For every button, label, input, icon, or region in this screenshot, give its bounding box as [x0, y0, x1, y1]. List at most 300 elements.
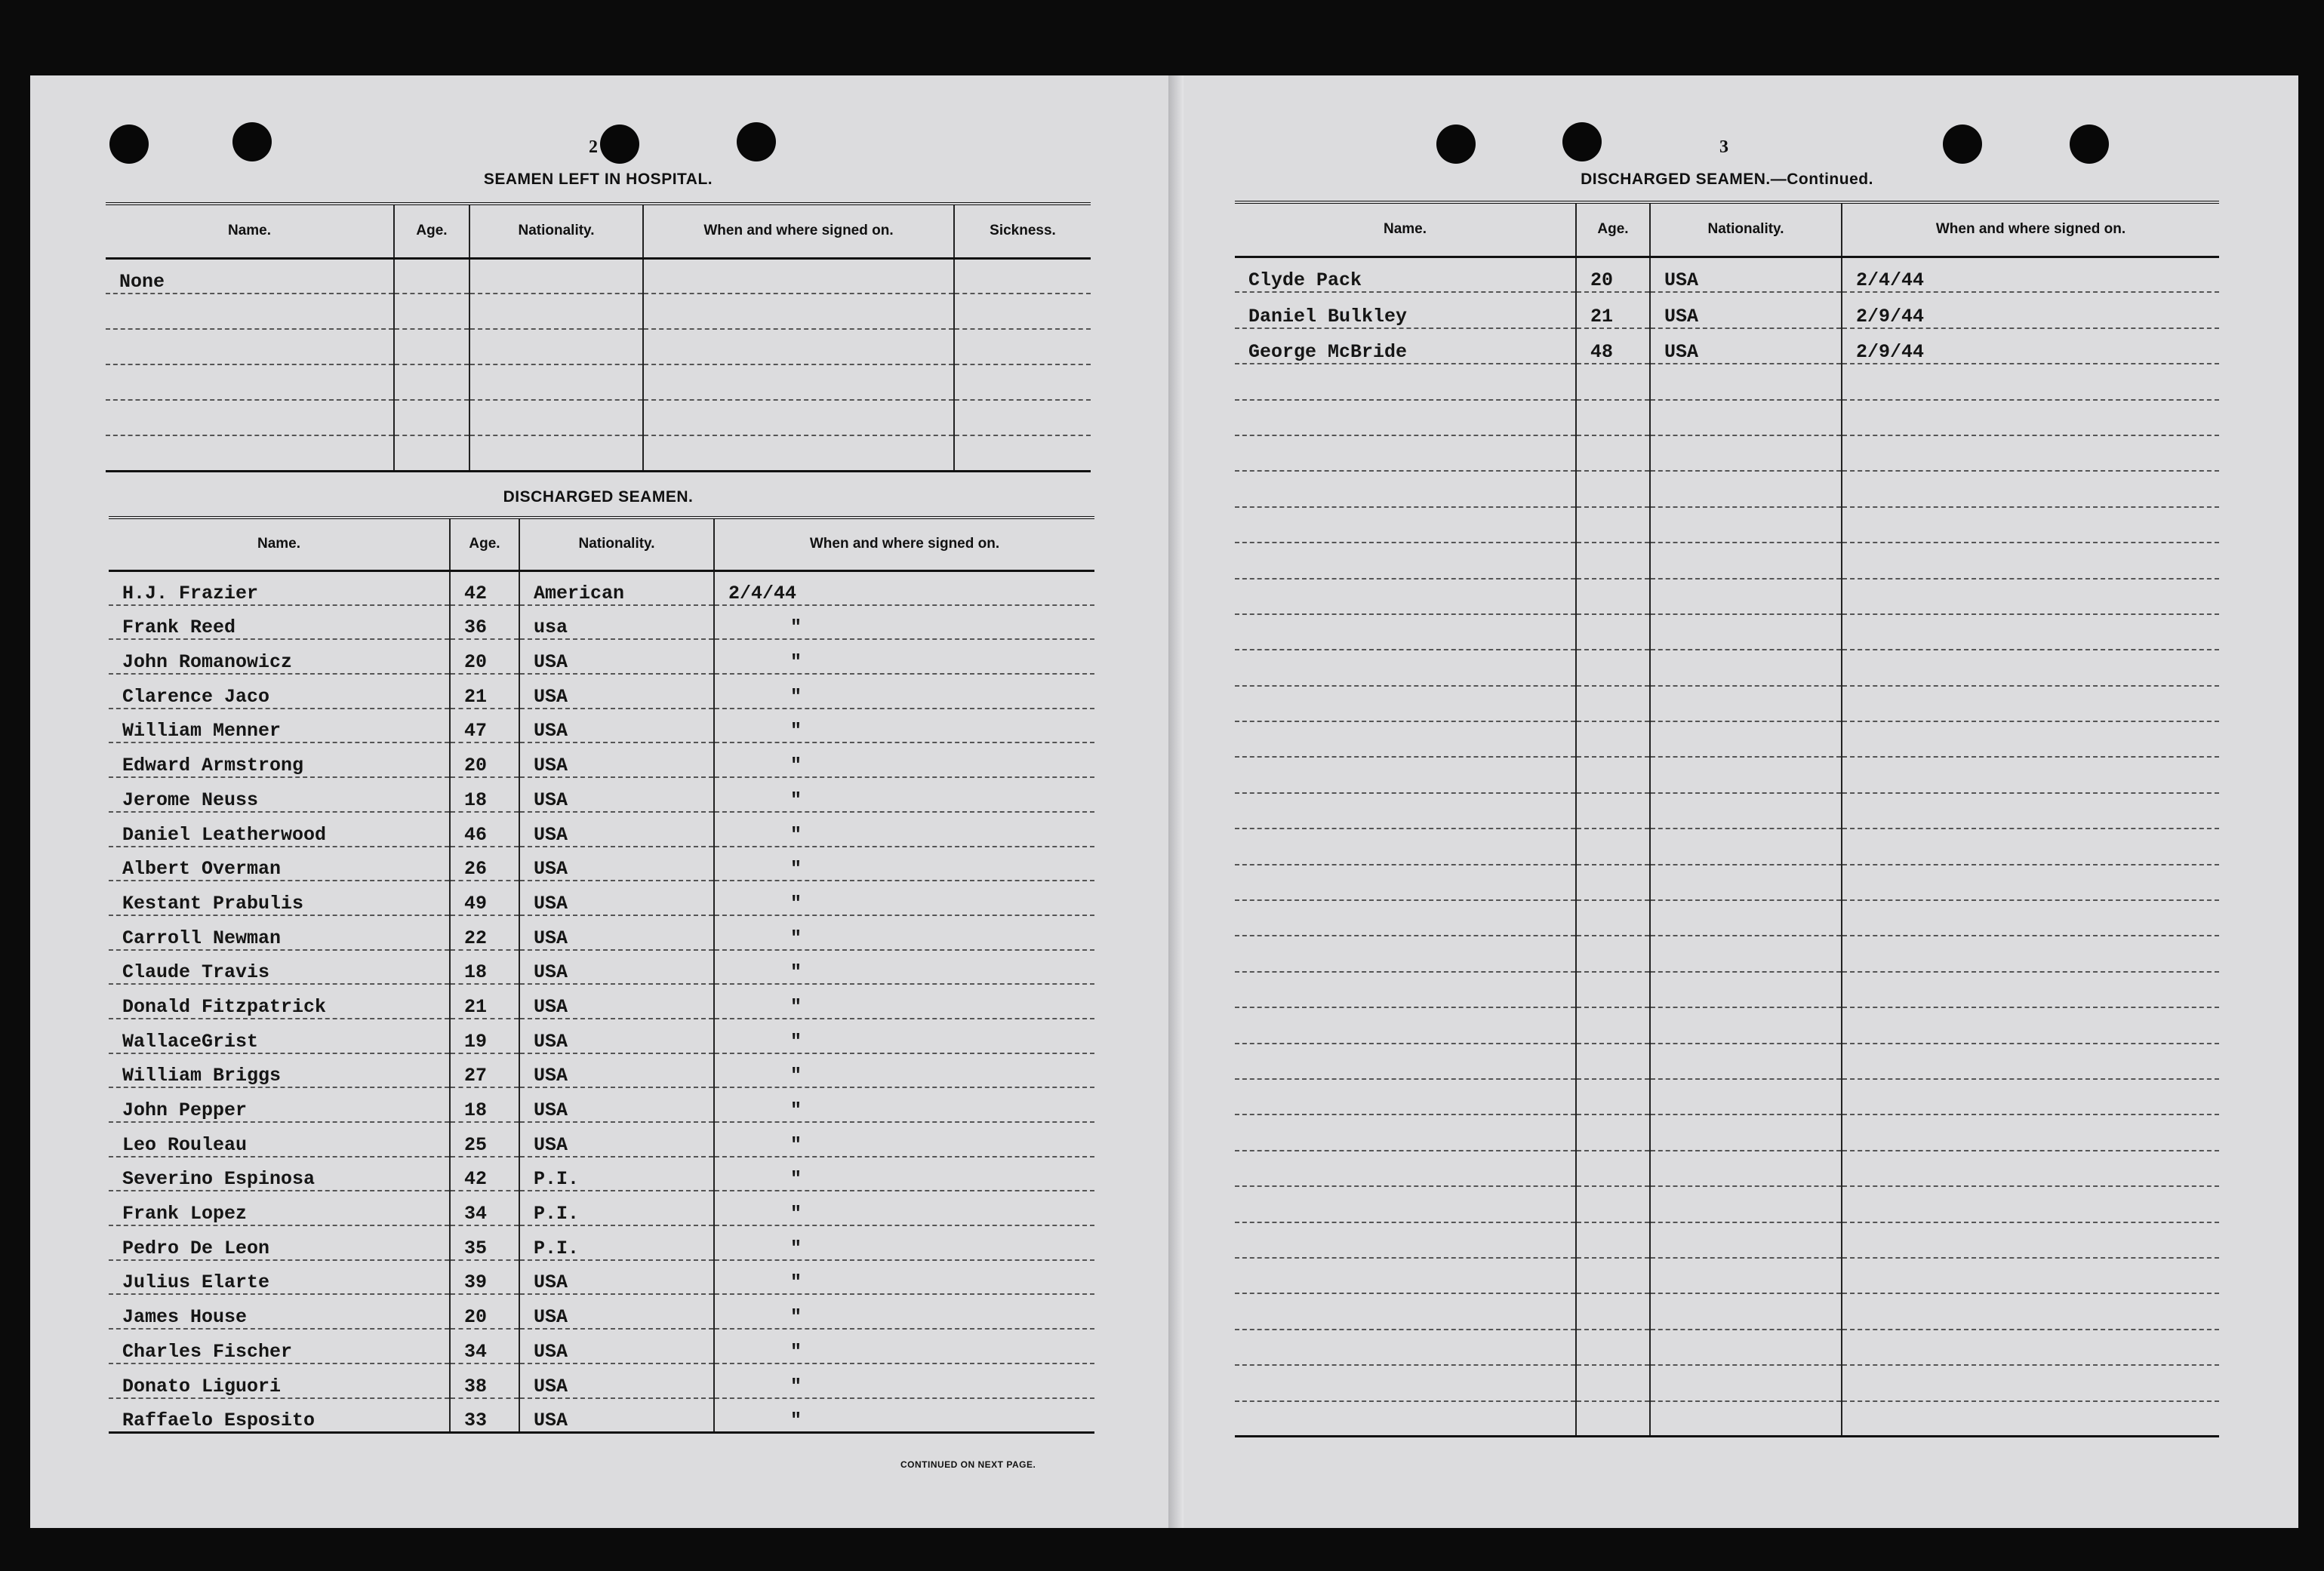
continued-cell: [1842, 936, 2219, 971]
continued-cell: [1576, 793, 1650, 829]
continued-cell: [1650, 507, 1842, 543]
discharged-cell: USA: [519, 984, 714, 1019]
continued-header: Nationality.: [1650, 202, 1842, 257]
continued-cell: [1235, 829, 1576, 864]
discharged-cell: 19: [450, 1019, 519, 1053]
discharged-cell: Severino Espinosa: [109, 1157, 450, 1191]
discharged-cell: 18: [450, 777, 519, 812]
continued-cell: [1842, 1330, 2219, 1365]
hospital-header: Name.: [106, 204, 394, 258]
discharged-cell: USA: [519, 1019, 714, 1053]
continued-cell: [1842, 1365, 2219, 1400]
discharged-cell: ": [714, 1157, 1094, 1191]
discharged-cell: H.J. Frazier: [109, 570, 450, 605]
page-number-right: 3: [1719, 137, 1728, 157]
hospital-cell: [643, 258, 954, 294]
continued-cell: [1650, 1186, 1842, 1222]
hospital-cell: [394, 294, 469, 329]
discharged-cell: Frank Reed: [109, 605, 450, 640]
hospital-cell: [106, 364, 394, 400]
continued-cell: [1650, 471, 1842, 506]
hospital-cell: [643, 329, 954, 364]
continued-cell: [1576, 936, 1650, 971]
continued-cell: [1842, 829, 2219, 864]
discharged-row: [109, 1019, 1094, 1053]
binding-fold: [1168, 75, 1184, 1528]
continued-cell: [1235, 1365, 1576, 1400]
continued-cell: [1576, 1007, 1650, 1043]
discharged-cell: ": [714, 639, 1094, 674]
discharged-cell: 42: [450, 570, 519, 605]
continued-cell: [1576, 1186, 1650, 1222]
hospital-header: Nationality.: [469, 204, 643, 258]
continued-cell: [1842, 1079, 2219, 1114]
continued-cell: 2/4/44: [1842, 257, 2219, 292]
hospital-cell: [954, 400, 1091, 435]
hospital-section-title: SEAMEN LEFT IN HOSPITAL.: [483, 171, 713, 188]
continued-header: Age.: [1576, 202, 1650, 257]
discharged-cell: ": [714, 1398, 1094, 1433]
discharged-cell: Clarence Jaco: [109, 674, 450, 709]
continued-row: [1235, 900, 2219, 936]
continued-row: [1235, 1114, 2219, 1150]
continued-cell: [1842, 1258, 2219, 1293]
discharged-cell: Raffaelo Esposito: [109, 1398, 450, 1433]
discharged-cell: USA: [519, 1087, 714, 1122]
continued-cell: [1842, 435, 2219, 471]
continued-cell: [1235, 972, 1576, 1007]
continued-cell: [1576, 364, 1650, 399]
continued-cell: [1842, 686, 2219, 721]
continued-cell: [1576, 1079, 1650, 1114]
discharged-cell: ": [714, 950, 1094, 985]
continued-row: [1235, 1151, 2219, 1186]
continued-cell: [1650, 650, 1842, 685]
continued-row: [1235, 1330, 2219, 1365]
continued-cell: [1576, 400, 1650, 435]
continued-cell: [1235, 900, 1576, 936]
continued-cell: [1235, 1186, 1576, 1222]
discharged-cell: American: [519, 570, 714, 605]
discharged-cell: 21: [450, 984, 519, 1019]
punch-hole: [1436, 125, 1476, 164]
discharged-row: [109, 605, 1094, 640]
hospital-cell: [954, 364, 1091, 400]
discharged-cell: 25: [450, 1122, 519, 1157]
continued-cell: [1650, 1258, 1842, 1293]
continued-row: [1235, 1401, 2219, 1437]
continued-cell: [1235, 721, 1576, 757]
continued-row: [1235, 721, 2219, 757]
continued-row: [1235, 793, 2219, 829]
continued-row: [1235, 292, 2219, 327]
continued-cell: [1650, 757, 1842, 792]
discharged-cell: USA: [519, 709, 714, 743]
continued-cell: [1235, 1293, 1576, 1329]
discharged-row: [109, 674, 1094, 709]
continued-cell: [1650, 1365, 1842, 1400]
discharged-cell: 20: [450, 742, 519, 777]
discharged-table: [109, 516, 1094, 1434]
discharged-cell: Julius Elarte: [109, 1260, 450, 1295]
discharged-row: [109, 1087, 1094, 1122]
continued-cell: [1650, 1114, 1842, 1150]
continued-cell: [1235, 793, 1576, 829]
hospital-cell: [954, 294, 1091, 329]
discharged-cell: ": [714, 1225, 1094, 1260]
discharged-cell: 27: [450, 1053, 519, 1088]
continued-cell: [1576, 1044, 1650, 1079]
discharged-cell: 46: [450, 812, 519, 847]
continued-row: [1235, 614, 2219, 650]
continued-cell: [1650, 972, 1842, 1007]
continued-cell: Clyde Pack: [1235, 257, 1576, 292]
continued-row: [1235, 865, 2219, 900]
discharged-cell: USA: [519, 1122, 714, 1157]
discharged-cell: ": [714, 777, 1094, 812]
continued-cell: [1842, 614, 2219, 650]
continued-cell: [1650, 1401, 1842, 1437]
continued-row: [1235, 1258, 2219, 1293]
continued-cell: USA: [1650, 257, 1842, 292]
continued-cell: 2/9/44: [1842, 328, 2219, 364]
hospital-row: [106, 329, 1091, 364]
continued-cell: [1650, 793, 1842, 829]
continued-row: [1235, 435, 2219, 471]
continued-cell: [1576, 579, 1650, 614]
discharged-cell: ": [714, 1294, 1094, 1329]
continued-row: [1235, 1044, 2219, 1079]
continued-cell: [1650, 1007, 1842, 1043]
discharged-cell: USA: [519, 1053, 714, 1088]
hospital-cell: [106, 400, 394, 435]
continued-cell: [1235, 364, 1576, 399]
hospital-table: [106, 202, 1091, 472]
discharged-cell: USA: [519, 1294, 714, 1329]
continued-cell: [1235, 865, 1576, 900]
discharged-continued-title: DISCHARGED SEAMEN.—Continued.: [1581, 171, 1873, 188]
discharged-cell: ": [714, 984, 1094, 1019]
continued-cell: [1235, 1401, 1576, 1437]
discharged-cell: USA: [519, 1398, 714, 1433]
hospital-cell: [469, 329, 643, 364]
hospital-cell: [106, 329, 394, 364]
discharged-cell: usa: [519, 605, 714, 640]
continued-cell: [1235, 1007, 1576, 1043]
continued-cell: [1235, 543, 1576, 578]
discharged-row: [109, 984, 1094, 1019]
discharged-cell: Daniel Leatherwood: [109, 812, 450, 847]
hospital-cell: [394, 258, 469, 294]
continued-cell: [1235, 471, 1576, 506]
discharged-cell: ": [714, 1329, 1094, 1363]
continued-cell: 21: [1576, 292, 1650, 327]
continued-row: [1235, 364, 2219, 399]
discharged-row: [109, 1225, 1094, 1260]
continued-cell: [1576, 1151, 1650, 1186]
continued-row: [1235, 829, 2219, 864]
continued-cell: [1235, 507, 1576, 543]
discharged-row: [109, 709, 1094, 743]
hospital-cell: [469, 400, 643, 435]
continued-cell: [1842, 793, 2219, 829]
discharged-cell: USA: [519, 881, 714, 915]
discharged-cell: William Menner: [109, 709, 450, 743]
continued-cell: [1842, 364, 2219, 399]
discharged-cell: USA: [519, 1329, 714, 1363]
continued-row: [1235, 579, 2219, 614]
continued-cell: [1842, 1151, 2219, 1186]
discharged-row: [109, 812, 1094, 847]
punch-hole: [1943, 125, 1982, 164]
discharged-cell: 20: [450, 639, 519, 674]
discharged-row: [109, 570, 1094, 605]
continued-cell: [1842, 400, 2219, 435]
discharged-cell: 47: [450, 709, 519, 743]
discharged-row: [109, 1260, 1094, 1295]
continued-cell: [1650, 1330, 1842, 1365]
discharged-row: [109, 1398, 1094, 1433]
continued-row: [1235, 257, 2219, 292]
continued-row: [1235, 328, 2219, 364]
continued-cell: [1576, 614, 1650, 650]
continued-cell: [1842, 543, 2219, 578]
punch-hole: [2070, 125, 2109, 164]
continued-cell: [1650, 686, 1842, 721]
discharged-cell: Kestant Prabulis: [109, 881, 450, 915]
discharged-cell: John Pepper: [109, 1087, 450, 1122]
discharged-cell: ": [714, 1087, 1094, 1122]
discharged-cell: 49: [450, 881, 519, 915]
hospital-cell: [394, 400, 469, 435]
continued-cell: [1235, 1222, 1576, 1258]
continued-cell: [1842, 757, 2219, 792]
continued-footnote: CONTINUED ON NEXT PAGE.: [900, 1459, 1036, 1470]
hospital-cell: [394, 329, 469, 364]
hospital-cell: [469, 294, 643, 329]
discharged-cell: 39: [450, 1260, 519, 1295]
continued-cell: [1235, 1044, 1576, 1079]
discharged-cell: ": [714, 812, 1094, 847]
discharged-cell: 34: [450, 1329, 519, 1363]
page-number-left: 2: [589, 137, 598, 157]
continued-cell: [1235, 400, 1576, 435]
discharged-cell: 20: [450, 1294, 519, 1329]
discharged-cell: ": [714, 1191, 1094, 1225]
discharged-cell: Frank Lopez: [109, 1191, 450, 1225]
continued-cell: [1650, 364, 1842, 399]
continued-cell: [1842, 1007, 2219, 1043]
continued-cell: [1576, 471, 1650, 506]
discharged-section-title: DISCHARGED SEAMEN.: [503, 488, 694, 506]
continued-cell: [1576, 543, 1650, 578]
continued-cell: [1842, 721, 2219, 757]
continued-cell: [1650, 865, 1842, 900]
discharged-cell: ": [714, 709, 1094, 743]
discharged-cell: 21: [450, 674, 519, 709]
continued-row: [1235, 1222, 2219, 1258]
continued-header-row: [1235, 202, 2219, 257]
continued-cell: [1576, 1365, 1650, 1400]
continued-cell: [1576, 829, 1650, 864]
hospital-cell: [394, 364, 469, 400]
discharged-cell: ": [714, 674, 1094, 709]
continued-row: [1235, 972, 2219, 1007]
discharged-cell: P.I.: [519, 1157, 714, 1191]
continued-cell: [1650, 614, 1842, 650]
discharged-cell: 42: [450, 1157, 519, 1191]
continued-cell: [1576, 1401, 1650, 1437]
continued-cell: [1235, 1330, 1576, 1365]
discharged-cell: 18: [450, 1087, 519, 1122]
continued-cell: [1576, 686, 1650, 721]
continued-cell: [1650, 1151, 1842, 1186]
continued-cell: [1650, 721, 1842, 757]
continued-cell: [1842, 1401, 2219, 1437]
discharged-row: [109, 915, 1094, 950]
hospital-cell: [469, 258, 643, 294]
continued-cell: [1235, 936, 1576, 971]
continued-row: [1235, 650, 2219, 685]
discharged-cell: Edward Armstrong: [109, 742, 450, 777]
continued-cell: [1842, 1114, 2219, 1150]
continued-cell: [1235, 1114, 1576, 1150]
continued-cell: [1576, 721, 1650, 757]
hospital-header: When and where signed on.: [643, 204, 954, 258]
continued-cell: [1842, 972, 2219, 1007]
hospital-row: [106, 435, 1091, 471]
hospital-cell: [643, 364, 954, 400]
continued-cell: [1235, 757, 1576, 792]
continued-cell: [1842, 1186, 2219, 1222]
discharged-row: [109, 1294, 1094, 1329]
discharged-cell: 35: [450, 1225, 519, 1260]
continued-cell: George McBride: [1235, 328, 1576, 364]
discharged-cell: USA: [519, 742, 714, 777]
continued-cell: [1842, 1222, 2219, 1258]
continued-cell: [1576, 1222, 1650, 1258]
hospital-header: Sickness.: [954, 204, 1091, 258]
discharged-cell: P.I.: [519, 1225, 714, 1260]
discharged-cell: 34: [450, 1191, 519, 1225]
discharged-cell: ": [714, 1122, 1094, 1157]
punch-hole: [600, 125, 639, 164]
hospital-header: Age.: [394, 204, 469, 258]
discharged-header: Nationality.: [519, 518, 714, 570]
continued-cell: [1842, 1044, 2219, 1079]
continued-cell: [1842, 900, 2219, 936]
continued-row: [1235, 543, 2219, 578]
continued-cell: [1576, 757, 1650, 792]
continued-cell: Daniel Bulkley: [1235, 292, 1576, 327]
continued-row: [1235, 686, 2219, 721]
discharged-row: [109, 1122, 1094, 1157]
continued-cell: USA: [1650, 328, 1842, 364]
continued-cell: [1650, 1044, 1842, 1079]
discharged-cell: USA: [519, 777, 714, 812]
hospital-header-row: [106, 204, 1091, 258]
discharged-cell: Donald Fitzpatrick: [109, 984, 450, 1019]
continued-cell: [1650, 400, 1842, 435]
punch-hole: [109, 125, 149, 164]
discharged-header: Name.: [109, 518, 450, 570]
discharged-cell: 26: [450, 847, 519, 881]
discharged-cell: USA: [519, 950, 714, 985]
punch-hole: [737, 122, 776, 161]
discharged-cell: Leo Rouleau: [109, 1122, 450, 1157]
continued-cell: [1576, 650, 1650, 685]
continued-cell: [1576, 507, 1650, 543]
discharged-cell: ": [714, 1260, 1094, 1295]
hospital-row: [106, 258, 1091, 294]
discharged-cell: Claude Travis: [109, 950, 450, 985]
continued-cell: [1235, 686, 1576, 721]
discharged-cell: ": [714, 1053, 1094, 1088]
continued-cell: [1650, 1222, 1842, 1258]
continued-cell: [1650, 936, 1842, 971]
continued-row: [1235, 1079, 2219, 1114]
continued-cell: [1650, 829, 1842, 864]
continued-cell: [1650, 579, 1842, 614]
continued-cell: [1576, 1114, 1650, 1150]
discharged-cell: USA: [519, 1363, 714, 1398]
discharged-cell: USA: [519, 812, 714, 847]
discharged-header-row: [109, 518, 1094, 570]
hospital-cell: [643, 400, 954, 435]
continued-row: [1235, 1365, 2219, 1400]
continued-cell: [1576, 900, 1650, 936]
discharged-row: [109, 847, 1094, 881]
continued-row: [1235, 400, 2219, 435]
punch-hole: [232, 122, 272, 161]
continued-cell: USA: [1650, 292, 1842, 327]
discharged-header: Age.: [450, 518, 519, 570]
discharged-cell: P.I.: [519, 1191, 714, 1225]
discharged-cell: James House: [109, 1294, 450, 1329]
hospital-cell: [394, 435, 469, 471]
continued-header: Name.: [1235, 202, 1576, 257]
hospital-row: [106, 364, 1091, 400]
discharged-cell: USA: [519, 639, 714, 674]
discharged-cell: WallaceGrist: [109, 1019, 450, 1053]
discharged-cell: USA: [519, 674, 714, 709]
continued-row: [1235, 1293, 2219, 1329]
discharged-header: When and where signed on.: [714, 518, 1094, 570]
continued-cell: [1650, 1079, 1842, 1114]
discharged-cell: Charles Fischer: [109, 1329, 450, 1363]
continued-cell: [1576, 972, 1650, 1007]
continued-cell: [1650, 1293, 1842, 1329]
discharged-cell: Carroll Newman: [109, 915, 450, 950]
continued-row: [1235, 1186, 2219, 1222]
discharged-row: [109, 1363, 1094, 1398]
discharged-cell: 36: [450, 605, 519, 640]
continued-cell: [1576, 435, 1650, 471]
hospital-cell: [954, 329, 1091, 364]
continued-cell: 48: [1576, 328, 1650, 364]
continued-cell: [1235, 435, 1576, 471]
discharged-cell: William Briggs: [109, 1053, 450, 1088]
continued-row: [1235, 471, 2219, 506]
continued-cell: [1650, 900, 1842, 936]
continued-cell: 20: [1576, 257, 1650, 292]
discharged-cell: Donato Liguori: [109, 1363, 450, 1398]
discharged-row: [109, 950, 1094, 985]
discharged-cell: ": [714, 1363, 1094, 1398]
hospital-row: [106, 294, 1091, 329]
continued-cell: [1842, 865, 2219, 900]
discharged-cell: 18: [450, 950, 519, 985]
